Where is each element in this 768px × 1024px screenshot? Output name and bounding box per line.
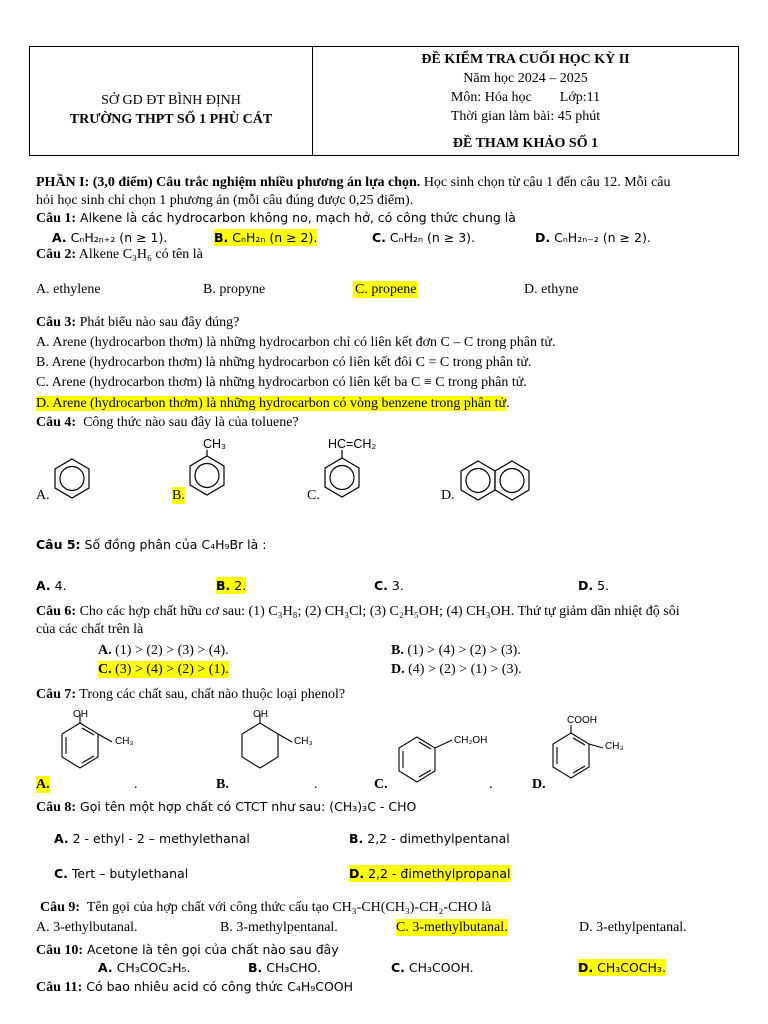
q9-text: Tên gọi của hợp chất với công thức cấu tạo CH₃-CH(CH₃)-CH₂-CHO là [80,900,492,915]
q5-option-d: D. 5. [578,578,610,593]
q10-option-c: C. CH₃COOH. [391,960,474,975]
q10-text: Acetone là tên gọi của chất nào sau đây [83,942,339,957]
q4-option-d-label: D. [441,488,455,503]
q7-dot-b: . [314,777,318,792]
o-cresol-structure [62,714,112,768]
q4-text: Công thức nào sau đây là của toluene? [76,415,299,430]
q2-option-d: D. ethyne [524,282,579,297]
q8-option-b: B. 2,2 - dimethylpentanal [349,831,510,846]
q8-option-d: D. 2,2 - đimethylpropanal [349,866,511,881]
part1-label: PHẦN I: (3,0 điểm) Câu trắc nghiệm nhiều phương án lựa chọn. [36,175,421,190]
q2-text: Alkene C₃H₆ có tên là [76,247,203,262]
question-11 [36,978,353,996]
q7-option-b-label: B. [216,777,229,792]
q1-text: Alkene là các hydrocarbon không no, mạch hở, có công thức chung là [76,210,516,225]
q1-option-c: C. CₙH₂ₙ (n ≥ 3). [372,230,476,245]
q3-label: Câu 3: [36,315,77,330]
q10-label: Câu 10: [36,943,84,958]
q8-option-a: A. 2 - ethyl - 2 – methylethanal [54,831,250,846]
q7-label: Câu 7: [36,687,77,702]
q9-label: Câu 9: [40,900,81,915]
q7-dot-c: . [489,777,493,792]
q7-a-oh: OH [73,709,88,720]
part1-text-1: Học sinh chọn từ câu 1 đến câu 12. Mỗi câu [420,175,671,190]
q7-b-oh: OH [253,709,268,720]
q4-c-substituent: HC=CH₂ [328,437,377,451]
q1-option-d: D. CₙH₂ₙ₋₂ (n ≥ 2). [535,230,651,245]
question-9 [40,899,491,916]
q7-option-a-label: A. [36,777,50,792]
q2-option-a: A. ethylene [36,282,101,297]
q4-option-c-label: C. [307,488,320,503]
q4-option-b-label: B. [172,488,185,503]
q6-text-1: Cho các hợp chất hữu cơ sau: (1) C₃H₈; (2) CH₃Cl; (3) C₂H₅OH; (4) CH₃OH. Thứ tự giảm dần nhiệt độ sôi [76,604,680,619]
part1-text-2: hỏi học sinh chỉ chọn 1 phương án (mỗi câu đúng được 0,25 điểm). [36,193,414,208]
q11-text: Có bao nhiêu acid có công thức C₄H₉COOH [82,979,354,994]
q6-text-2: của các chất trên là [36,622,144,637]
benzyl-alcohol-structure [399,737,452,782]
q5-option-a: A. 4. [36,578,67,593]
q6-option-b: B. (1) > (4) > (2) > (3). [391,643,521,658]
q10-option-d: D. CH₃COCH₃. [578,960,666,975]
q7-text: Trong các chất sau, chất nào thuộc loại phenol? [76,687,346,702]
question-8 [36,798,416,816]
q9-option-b: B. 3-methylpentanal. [220,920,338,935]
q7-b-ch3: CH₃ [294,736,313,747]
q7-a-ch3: CH₃ [115,736,134,747]
q6-label: Câu 6: [36,604,77,619]
exam-duration: Thời gian làm bài: 45 phút [450,108,601,124]
q4-label: Câu 4: [36,415,77,430]
q10-option-a: A. CH₃COC₂H₅. [98,960,191,975]
school-name: TRƯỜNG THPT SỐ 1 PHÙ CÁT [69,112,273,127]
q7-c-ch2oh: CH₂OH [454,735,488,746]
q2-label: Câu 2: [36,247,77,262]
subject-grade: Môn: Hóa học Lớp:11 [450,89,601,105]
q3-option-d: D. Arene (hydrocarbon thơm) là những hydrocarbon có vòng benzene trong phân tử. [36,396,510,411]
q7-dot-a: . [134,777,138,792]
q4-option-a-label: A. [36,488,50,503]
q7-d-cooh: COOH [567,715,597,726]
toluic-acid-structure [553,725,603,778]
q1-option-b: B. CₙH₂ₙ (n ≥ 2). [214,230,318,245]
q6-option-d: D. (4) > (2) > (1) > (3). [391,662,522,677]
q6-option-c: C. (3) > (4) > (2) > (1). [98,662,229,677]
q5-option-c: C. 3. [374,578,404,593]
q3-option-b: B. Arene (hydrocarbon thơm) là những hydrocarbon có liên kết đôi C = C trong phân tử. [36,355,532,370]
q3-text: Phát biểu nào sau đây đúng? [76,315,240,330]
question-10 [36,941,339,959]
exam-ref-code: ĐỀ THAM KHẢO SỐ 1 [452,135,599,151]
q10-option-b: B. CH₃CHO. [248,960,321,975]
q2-option-c: C. propene [355,282,417,297]
q3-option-a: A. Arene (hydrocarbon thơm) là những hydrocarbon chỉ có liên kết đơn C – C trong phân tử. [36,335,556,350]
q3-option-c: C. Arene (hydrocarbon thơm) là những hydrocarbon có liên kết ba C ≡ C trong phân tử. [36,375,527,390]
q4-b-substituent: CH₃ [203,437,227,451]
q5-label: Câu 5: [36,537,81,552]
department-name: SỞ GD ĐT BÌNH ĐỊNH [101,93,241,108]
q9-option-c: C. 3-methylbutanal. [396,920,508,935]
q7-option-d-label: D. [532,777,546,792]
exam-title: ĐỀ KIỂM TRA CUỐI HỌC KỲ II [421,51,630,67]
q5-option-b: B. 2. [216,578,247,593]
methylcyclohexanol-structure [242,714,292,768]
q8-label: Câu 8: [36,800,77,815]
q7-option-c-label: C. [374,777,388,792]
q9-option-a: A. 3-ethylbutanal. [36,920,138,935]
q11-label: Câu 11: [36,980,83,995]
q8-option-c: C. Tert – butylethanal [54,866,189,881]
q2-option-b: B. propyne [203,282,266,297]
school-year: Năm học 2024 – 2025 [463,70,588,86]
q5-text: Số đồng phân của C₄H₉Br là : [80,537,267,552]
q6-option-a: A. (1) > (2) > (3) > (4). [98,643,229,658]
q9-option-d: D. 3-ethylpentanal. [579,920,687,935]
q1-label: Câu 1: [36,211,77,226]
q7-d-ch3: CH₃ [605,741,624,752]
q8-text: Gọi tên một hợp chất có CTCT như sau: (CH₃)₃C - CHO [76,799,417,814]
q1-option-a: A. CₙH₂ₙ₊₂ (n ≥ 1). [52,230,168,245]
